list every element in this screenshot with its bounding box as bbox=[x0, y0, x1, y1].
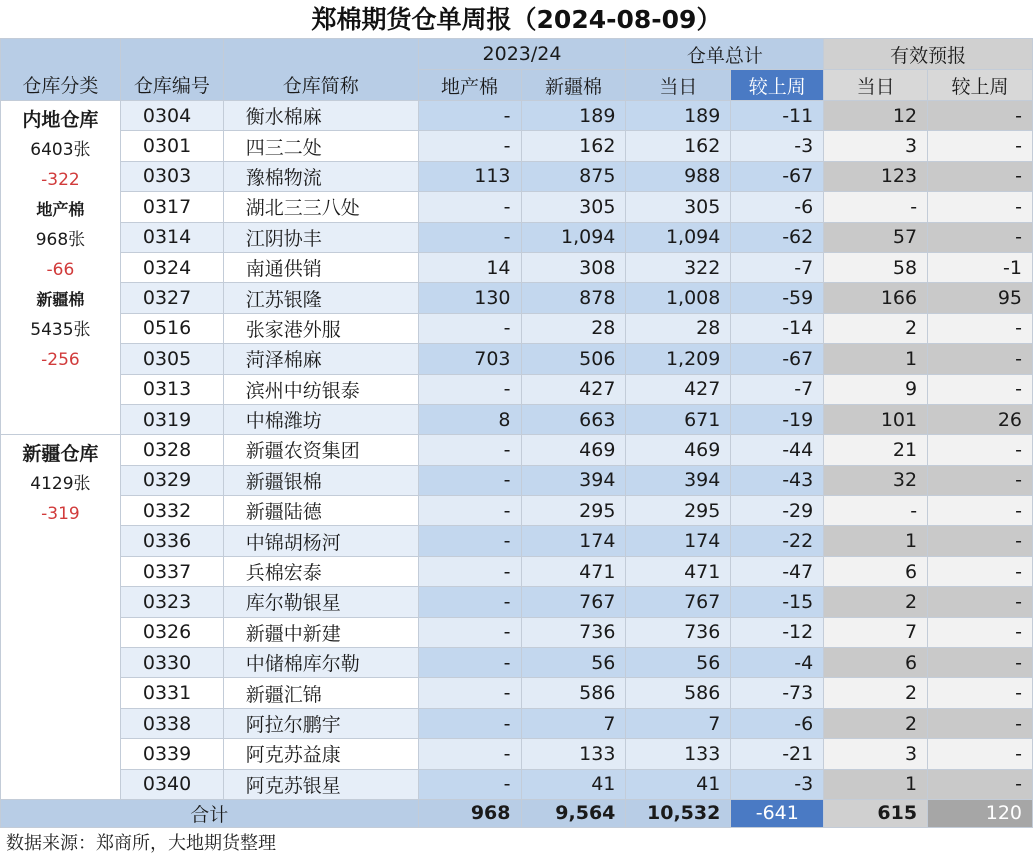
cell-code: 0323 bbox=[120, 587, 223, 617]
cell-forecast-today: 2 bbox=[824, 678, 928, 708]
cell-total-vs-last-week: -21 bbox=[731, 739, 824, 769]
total-row bbox=[1, 799, 1033, 827]
cell-forecast-vs-last-week: - bbox=[928, 769, 1033, 799]
cell-forecast-today: 123 bbox=[824, 161, 928, 191]
cell-local-cotton: - bbox=[418, 648, 521, 678]
cell-total-today: 41 bbox=[626, 769, 731, 799]
cell-code: 0304 bbox=[120, 101, 223, 131]
cell-total-today: 469 bbox=[626, 435, 731, 465]
report-title: 郑棉期货仓单周报（2024-08-09） bbox=[311, 5, 722, 34]
cell-forecast-today: 21 bbox=[824, 435, 928, 465]
cell-local-cotton: - bbox=[418, 222, 521, 252]
cell-forecast-today: - bbox=[824, 192, 928, 222]
cell-total-vs-last-week: -43 bbox=[731, 465, 824, 495]
cell-forecast-vs-last-week: - bbox=[928, 708, 1033, 738]
cell-name: 新疆农资集团 bbox=[223, 435, 418, 465]
cell-code: 0305 bbox=[120, 344, 223, 374]
cell-xinjiang-cotton: 586 bbox=[521, 678, 626, 708]
cell-name: 菏泽棉麻 bbox=[223, 344, 418, 374]
cell-forecast-vs-last-week: 95 bbox=[928, 283, 1033, 313]
cell-forecast-today: 1 bbox=[824, 769, 928, 799]
cell-code: 0301 bbox=[120, 131, 223, 161]
cell-total-today: 174 bbox=[626, 526, 731, 556]
cell-total-today: 7 bbox=[626, 708, 731, 738]
table-row bbox=[1, 222, 1033, 252]
cell-code: 0303 bbox=[120, 161, 223, 191]
table-row bbox=[1, 556, 1033, 586]
cell-local-cotton: - bbox=[418, 101, 521, 131]
cell-name: 四三二处 bbox=[223, 131, 418, 161]
cell-xinjiang-cotton: 427 bbox=[521, 374, 626, 404]
table-row bbox=[1, 678, 1033, 708]
cell-local-cotton: 8 bbox=[418, 404, 521, 434]
cell-forecast-vs-last-week: - bbox=[928, 101, 1033, 131]
cell-local-cotton: - bbox=[418, 526, 521, 556]
category-local-label: 地产棉 bbox=[36, 200, 85, 219]
table-row bbox=[1, 283, 1033, 313]
cell-total-today: 133 bbox=[626, 739, 731, 769]
cell-xinjiang-cotton: 308 bbox=[521, 252, 626, 282]
header-today: 当日 bbox=[626, 70, 731, 101]
cell-total-today: 189 bbox=[626, 101, 731, 131]
table-row bbox=[1, 465, 1033, 495]
cell-code: 0317 bbox=[120, 192, 223, 222]
cell-name: 南通供销 bbox=[223, 252, 418, 282]
cell-forecast-today: 101 bbox=[824, 404, 928, 434]
cell-xinjiang-cotton: 133 bbox=[521, 739, 626, 769]
cell-total-today: 394 bbox=[626, 465, 731, 495]
category-inland-label: 内地仓库 bbox=[22, 109, 99, 131]
cell-local-cotton: - bbox=[418, 617, 521, 647]
cell-local-cotton: - bbox=[418, 192, 521, 222]
cell-forecast-today: - bbox=[824, 496, 928, 526]
category-xinjiang bbox=[1, 435, 121, 800]
table-row bbox=[1, 374, 1033, 404]
cell-local-cotton: - bbox=[418, 313, 521, 343]
header-category: 仓库分类 bbox=[1, 39, 121, 101]
cell-code: 0336 bbox=[120, 526, 223, 556]
cell-total-today: 28 bbox=[626, 313, 731, 343]
cell-name: 江阴协丰 bbox=[223, 222, 418, 252]
cell-forecast-vs-last-week: - bbox=[928, 435, 1033, 465]
cell-forecast-vs-last-week: - bbox=[928, 617, 1033, 647]
cell-code: 0337 bbox=[120, 556, 223, 586]
header-xinjiang-cotton: 新疆棉 bbox=[521, 70, 626, 101]
category-xj-cotton-label: 新疆棉 bbox=[36, 290, 85, 309]
cell-forecast-today: 3 bbox=[824, 131, 928, 161]
cell-local-cotton: - bbox=[418, 769, 521, 799]
cell-total-vs-last-week: -19 bbox=[731, 404, 824, 434]
cell-total-vs-last-week: -59 bbox=[731, 283, 824, 313]
cell-xinjiang-cotton: 7 bbox=[521, 708, 626, 738]
warehouse-receipt-table bbox=[0, 38, 1033, 828]
header-forecast: 有效预报 bbox=[824, 39, 1033, 70]
cell-total-today: 767 bbox=[626, 587, 731, 617]
cell-forecast-today: 32 bbox=[824, 465, 928, 495]
cell-xinjiang-cotton: 875 bbox=[521, 161, 626, 191]
table-row bbox=[1, 313, 1033, 343]
cell-name: 库尔勒银星 bbox=[223, 587, 418, 617]
table-row bbox=[1, 344, 1033, 374]
header-forecast-today: 当日 bbox=[824, 70, 928, 101]
cell-local-cotton: - bbox=[418, 496, 521, 526]
cell-local-cotton: 14 bbox=[418, 252, 521, 282]
cell-forecast-vs-last-week: - bbox=[928, 496, 1033, 526]
cell-xinjiang-cotton: 1,094 bbox=[521, 222, 626, 252]
cell-total-vs-last-week: -44 bbox=[731, 435, 824, 465]
cell-xinjiang-cotton: 295 bbox=[521, 496, 626, 526]
cell-forecast-vs-last-week: 26 bbox=[928, 404, 1033, 434]
cell-xinjiang-cotton: 736 bbox=[521, 617, 626, 647]
cell-forecast-vs-last-week: - bbox=[928, 344, 1033, 374]
cell-name: 滨州中纺银泰 bbox=[223, 374, 418, 404]
cell-total-today: 471 bbox=[626, 556, 731, 586]
cell-total-today: 162 bbox=[626, 131, 731, 161]
cell-name: 衡水棉麻 bbox=[223, 101, 418, 131]
cell-forecast-vs-last-week: - bbox=[928, 587, 1033, 617]
header-vs-last-week: 较上周 bbox=[731, 70, 824, 101]
cell-total-today: 1,008 bbox=[626, 283, 731, 313]
total-forecast-today: 615 bbox=[824, 799, 928, 827]
cell-code: 0338 bbox=[120, 708, 223, 738]
cell-total-today: 56 bbox=[626, 648, 731, 678]
cell-code: 0329 bbox=[120, 465, 223, 495]
cell-xinjiang-cotton: 41 bbox=[521, 769, 626, 799]
cell-forecast-vs-last-week: -1 bbox=[928, 252, 1033, 282]
cell-local-cotton: - bbox=[418, 739, 521, 769]
table-row bbox=[1, 161, 1033, 191]
cell-name: 新疆中新建 bbox=[223, 617, 418, 647]
cell-forecast-today: 1 bbox=[824, 526, 928, 556]
cell-forecast-today: 6 bbox=[824, 648, 928, 678]
cell-total-vs-last-week: -22 bbox=[731, 526, 824, 556]
cell-code: 0326 bbox=[120, 617, 223, 647]
cell-code: 0331 bbox=[120, 678, 223, 708]
total-vs-last-week: -641 bbox=[731, 799, 824, 827]
cell-forecast-vs-last-week: - bbox=[928, 192, 1033, 222]
header-forecast-vs-last-week: 较上周 bbox=[928, 70, 1033, 101]
cell-local-cotton: - bbox=[418, 465, 521, 495]
category-inland-change: -322 bbox=[41, 170, 80, 190]
cell-local-cotton: 130 bbox=[418, 283, 521, 313]
cell-name: 中储棉库尔勒 bbox=[223, 648, 418, 678]
cell-total-vs-last-week: -47 bbox=[731, 556, 824, 586]
cell-forecast-today: 58 bbox=[824, 252, 928, 282]
cell-forecast-today: 3 bbox=[824, 739, 928, 769]
cell-name: 新疆陆德 bbox=[223, 496, 418, 526]
cell-xinjiang-cotton: 162 bbox=[521, 131, 626, 161]
cell-local-cotton: 703 bbox=[418, 344, 521, 374]
cell-xinjiang-cotton: 663 bbox=[521, 404, 626, 434]
cell-total-today: 305 bbox=[626, 192, 731, 222]
cell-local-cotton: - bbox=[418, 131, 521, 161]
cell-name: 中棉潍坊 bbox=[223, 404, 418, 434]
cell-code: 0314 bbox=[120, 222, 223, 252]
cell-xinjiang-cotton: 469 bbox=[521, 435, 626, 465]
cell-name: 中锦胡杨河 bbox=[223, 526, 418, 556]
category-xinjiang-change: -319 bbox=[41, 504, 80, 525]
cell-total-vs-last-week: -29 bbox=[731, 496, 824, 526]
cell-total-vs-last-week: -4 bbox=[731, 648, 824, 678]
cell-total-vs-last-week: -7 bbox=[731, 374, 824, 404]
cell-total-today: 586 bbox=[626, 678, 731, 708]
cell-forecast-vs-last-week: - bbox=[928, 313, 1033, 343]
cell-xinjiang-cotton: 28 bbox=[521, 313, 626, 343]
cell-total-vs-last-week: -14 bbox=[731, 313, 824, 343]
cell-local-cotton: - bbox=[418, 587, 521, 617]
table-row bbox=[1, 192, 1033, 222]
cell-local-cotton: - bbox=[418, 708, 521, 738]
cell-total-vs-last-week: -67 bbox=[731, 344, 824, 374]
table-row bbox=[1, 617, 1033, 647]
category-inland-count: 6403张 bbox=[30, 140, 91, 160]
cell-xinjiang-cotton: 305 bbox=[521, 192, 626, 222]
header-total: 仓单总计 bbox=[626, 39, 824, 70]
cell-name: 兵棉宏泰 bbox=[223, 556, 418, 586]
cell-name: 张家港外服 bbox=[223, 313, 418, 343]
cell-code: 0324 bbox=[120, 252, 223, 282]
cell-name: 湖北三三八处 bbox=[223, 192, 418, 222]
cell-total-vs-last-week: -62 bbox=[731, 222, 824, 252]
total-forecast-vs-last-week: 120 bbox=[928, 799, 1033, 827]
cell-forecast-vs-last-week: - bbox=[928, 526, 1033, 556]
category-xinjiang-label: 新疆仓库 bbox=[22, 443, 99, 466]
cell-name: 阿克苏银星 bbox=[223, 769, 418, 799]
cell-xinjiang-cotton: 878 bbox=[521, 283, 626, 313]
category-xj-cotton-count: 5435张 bbox=[30, 320, 91, 340]
table-row bbox=[1, 131, 1033, 161]
cell-name: 豫棉物流 bbox=[223, 161, 418, 191]
category-inland bbox=[1, 101, 121, 435]
table-row bbox=[1, 708, 1033, 738]
cell-local-cotton: 113 bbox=[418, 161, 521, 191]
total-local-cotton: 968 bbox=[418, 799, 521, 827]
cell-xinjiang-cotton: 506 bbox=[521, 344, 626, 374]
cell-total-vs-last-week: -11 bbox=[731, 101, 824, 131]
cell-total-today: 736 bbox=[626, 617, 731, 647]
cell-total-today: 1,094 bbox=[626, 222, 731, 252]
cell-total-vs-last-week: -6 bbox=[731, 708, 824, 738]
cell-forecast-today: 2 bbox=[824, 313, 928, 343]
table-row bbox=[1, 435, 1033, 465]
cell-total-today: 427 bbox=[626, 374, 731, 404]
cell-total-today: 295 bbox=[626, 496, 731, 526]
table-row bbox=[1, 587, 1033, 617]
header-local-cotton: 地产棉 bbox=[418, 70, 521, 101]
cell-xinjiang-cotton: 189 bbox=[521, 101, 626, 131]
cell-code: 0340 bbox=[120, 769, 223, 799]
header-row-group bbox=[1, 39, 1033, 70]
cell-xinjiang-cotton: 174 bbox=[521, 526, 626, 556]
cell-total-vs-last-week: -6 bbox=[731, 192, 824, 222]
cell-forecast-vs-last-week: - bbox=[928, 556, 1033, 586]
cell-total-today: 671 bbox=[626, 404, 731, 434]
cell-name: 新疆银棉 bbox=[223, 465, 418, 495]
cell-code: 0319 bbox=[120, 404, 223, 434]
category-local-change: -66 bbox=[46, 260, 75, 280]
cell-forecast-vs-last-week: - bbox=[928, 222, 1033, 252]
cell-forecast-today: 7 bbox=[824, 617, 928, 647]
cell-xinjiang-cotton: 471 bbox=[521, 556, 626, 586]
table-row bbox=[1, 252, 1033, 282]
total-today: 10,532 bbox=[626, 799, 731, 827]
table-row bbox=[1, 101, 1033, 131]
cell-local-cotton: - bbox=[418, 678, 521, 708]
cell-local-cotton: - bbox=[418, 556, 521, 586]
total-xinjiang-cotton: 9,564 bbox=[521, 799, 626, 827]
cell-total-vs-last-week: -3 bbox=[731, 769, 824, 799]
cell-xinjiang-cotton: 394 bbox=[521, 465, 626, 495]
cell-total-today: 1,209 bbox=[626, 344, 731, 374]
cell-forecast-vs-last-week: - bbox=[928, 131, 1033, 161]
table-row bbox=[1, 496, 1033, 526]
cell-forecast-vs-last-week: - bbox=[928, 678, 1033, 708]
total-label: 合计 bbox=[1, 799, 419, 827]
cell-forecast-vs-last-week: - bbox=[928, 161, 1033, 191]
data-source-note: 数据来源：郑商所，大地期货整理 bbox=[6, 833, 276, 854]
category-local-count: 968张 bbox=[35, 230, 86, 250]
cell-total-vs-last-week: -67 bbox=[731, 161, 824, 191]
table-row bbox=[1, 404, 1033, 434]
cell-code: 0328 bbox=[120, 435, 223, 465]
cell-forecast-today: 9 bbox=[824, 374, 928, 404]
cell-forecast-today: 6 bbox=[824, 556, 928, 586]
cell-total-vs-last-week: -12 bbox=[731, 617, 824, 647]
cell-xinjiang-cotton: 56 bbox=[521, 648, 626, 678]
cell-local-cotton: - bbox=[418, 435, 521, 465]
cell-forecast-today: 2 bbox=[824, 708, 928, 738]
cell-forecast-vs-last-week: - bbox=[928, 465, 1033, 495]
cell-forecast-today: 166 bbox=[824, 283, 928, 313]
cell-total-today: 322 bbox=[626, 252, 731, 282]
table-row bbox=[1, 648, 1033, 678]
cell-local-cotton: - bbox=[418, 374, 521, 404]
cell-forecast-today: 2 bbox=[824, 587, 928, 617]
category-xinjiang-count: 4129张 bbox=[30, 474, 91, 495]
cell-code: 0327 bbox=[120, 283, 223, 313]
cell-code: 0332 bbox=[120, 496, 223, 526]
cell-name: 新疆汇锦 bbox=[223, 678, 418, 708]
header-season: 2023/24 bbox=[418, 39, 626, 70]
cell-code: 0516 bbox=[120, 313, 223, 343]
table-body bbox=[1, 101, 1033, 828]
cell-total-today: 988 bbox=[626, 161, 731, 191]
cell-total-vs-last-week: -3 bbox=[731, 131, 824, 161]
cell-forecast-today: 57 bbox=[824, 222, 928, 252]
cell-forecast-vs-last-week: - bbox=[928, 648, 1033, 678]
category-xj-cotton-change: -256 bbox=[41, 350, 80, 370]
cell-total-vs-last-week: -7 bbox=[731, 252, 824, 282]
cell-code: 0339 bbox=[120, 739, 223, 769]
table-row bbox=[1, 739, 1033, 769]
cell-code: 0330 bbox=[120, 648, 223, 678]
cell-name: 阿克苏益康 bbox=[223, 739, 418, 769]
cell-name: 阿拉尔鹏宇 bbox=[223, 708, 418, 738]
table-row bbox=[1, 526, 1033, 556]
cell-code: 0313 bbox=[120, 374, 223, 404]
cell-forecast-today: 1 bbox=[824, 344, 928, 374]
header-name: 仓库简称 bbox=[223, 39, 418, 101]
cell-forecast-vs-last-week: - bbox=[928, 374, 1033, 404]
header-code: 仓库编号 bbox=[120, 39, 223, 101]
cell-forecast-today: 12 bbox=[824, 101, 928, 131]
cell-total-vs-last-week: -73 bbox=[731, 678, 824, 708]
cell-forecast-vs-last-week: - bbox=[928, 739, 1033, 769]
cell-total-vs-last-week: -15 bbox=[731, 587, 824, 617]
table-row bbox=[1, 769, 1033, 799]
cell-xinjiang-cotton: 767 bbox=[521, 587, 626, 617]
cell-name: 江苏银隆 bbox=[223, 283, 418, 313]
